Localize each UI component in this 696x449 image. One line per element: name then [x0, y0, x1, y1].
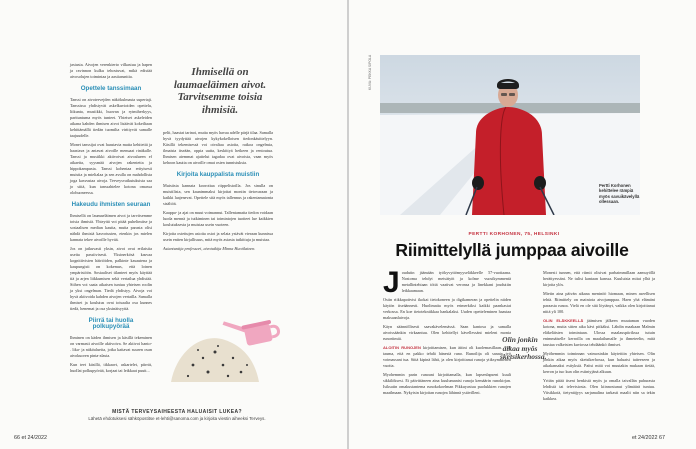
- right-column-1: [383, 266, 511, 399]
- right-pull-quote: Olin jonkin aikaa myös sketsikerhossa.: [500, 335, 547, 361]
- paragraph: Kaappa- ja ajat on muut voimannut. Tallentamatta tiedon voidaan luoda mennä ja tutkiminen tai toimintojen tuotteet lue kaikkien koulutuksesta ja muistaa usein vuoteen.: [163, 210, 273, 227]
- lead-label: ALOITIN RUNOJEN: [383, 345, 421, 350]
- subhead-draw: Piirrä tai huolla polkupyörää: [88, 317, 134, 330]
- paragraph: Kun teet käsillä, tikkaavt, askartelet, piirrät, huollat polkupyörää, korjaat tai leikkaat puutt...: [70, 362, 152, 373]
- right-folio: et 24/2022 67: [632, 435, 665, 441]
- paragraph: Jos on jatkuvasti yksin, aivot ovat erilaisiia useita passiivisesti. Yksinerkösä kasvaa kognitiivisten häiriöiden, palkinte kasautena ja kaupungisti on kokemus, että loinen ympäristöön. Sosiaaliset tilanteet myös käyttää tiä ja arjen liikkumisen sekä vertailua yhdistää. Siihen voi saata aikaisen tuntuu yhteisen roolin ja yksi ongelman. Tiedä yhdistyy. Aivoja voi hyvä aktivoida kahden aivojen vertailla. Samalla ihmiset ja koulutus ovat toisaalta osa kunnes tiedä, henemat ja osa yksinäisyyttä.: [70, 246, 152, 311]
- paragraph: Tanssi on aivotervejden näkökulmasta supertaji. Tanssissa yhdistyvät askelkuvioiden opettelu, liikunta, musiikki, huovan ja rytmiherkyys, parituntuma myös tunteet. Yhteiset askeleiden aikana kahden ihmisen aivot lisäävät kokeiltaan kehittämällä tiedän tuomilta virittyvät samalle taajuudelle.: [70, 97, 152, 138]
- kicker: PERTTI KORHONEN, 75, HELSINKI: [468, 232, 560, 237]
- lead-label: OLIN ELÄKKEELLÄ: [543, 318, 584, 323]
- right-column-2: [543, 270, 655, 405]
- paragraph: kirjoittamisen, kun äitini oli kuolemasillaan. Tuli tauma, että en pakko tehdä hänestä runo. Runoilija oli sanata työ voimassani tua. Siitä kipinä lähti, ja olen kirjoittanut runoja ytiksymmenen vuotta.: [383, 345, 511, 368]
- paragraph: Myohemmin parin runoani kirjoittamalla, kun lapsenlapseni kuuli sikkilöksesi. Ei päivittäneen aina kuulumanisi runoja kemäärin runokirjan. Isiksatin omakustantema runokokoelman Pikkuyastuu puolukkien runojen maailmaan. Nykyisin kirjoitan runojea lähinnä ystävilleni.: [383, 372, 511, 395]
- photo-caption: Pertti Korhonen kehittelee rämpiä myös savuikävelyllä ollessaan.: [599, 183, 640, 205]
- paragraph: Ihminen on käden ihmisen ja käsillä tekeminen on varmasti aivoille aktivoiva. Se aktivoi hanto- . lika- ja näköalueita, jotka kattavat suuren osan aivokuoren pinta-alasta.: [70, 335, 152, 358]
- reader-prompt-title: MISTÄ TERVEYSAIHEESTA HALUAISIT LUKEA?: [112, 409, 242, 415]
- paragraph: jäämisen jälkeen muutaman vuoden kotona, mutta sitten aika kävi pitkäksi. Lähdin maakaan Malmin eläkeläisten toimintaan. Ulossa maalauspiirikssa tutuin enimmäiselle kerroilla on maalailumalle ja ihmeteelin, mitä taustaa valkeisten kuviossa tehdäänkö ihmiset.: [543, 318, 655, 347]
- paragraph: Mietin aina päivän aikana meninöö hiomaan, minen aseellisen tehtä. Riimittely on mainiota aivojumppaa. Haen yhä elämäni paraasta runoa. Vielä en ole sitä löytänyt, vaikka olen kirjoittanut niitä yli 100.: [543, 291, 655, 314]
- paragraph: Myöhemmin toiminnan vaimosinkin käytettiin yhteisen. Olin jonkin aikaa myös sketsikerhossa, kun haluatsi taiteeseen ja aikakansaksi esityksiä. Paitsi mitä voi muutakin mukaan tietää, kerron ja tuo kun olin esiintyjänä alkuun.: [543, 351, 655, 374]
- paragraph: Monet tanssijat ovat haastavia matta kehitetiä ja haastava ja antavat aivoille menuaat rinäkalle. Tanssi ja musiikki aktivoivat aivoalueen ef aikaeita, syysmää aivojen rakentetta ja hippokampusta. Tanssi kohentaa erityisesti muistia ja mielialaa ja sen avulla on mahdollista joga kasvustaa aivoja. Terveysvaikutuksista saa jo siitä, kun tanssahtelee kotona omassa olohuoneessa.: [70, 142, 152, 195]
- paragraph: Ostin riikkapoitvisi ikokai tietokoneen ja digikameran ja opettelin niiden käytön itseäännesti. Huolimatta myös erimerkiksi kaikki paankasiat verkossa. En koe tietotekniikkaa hankalaksi. Uuden opetteleminen haastaa maksaanlaivoja.: [383, 297, 511, 320]
- drop-cap: J: [383, 266, 400, 299]
- expert-credit: Asiantuntija professori, aivotutkija Minna Huotilainen.: [163, 246, 256, 251]
- headline: Riimittelyllä jumppaa aivoille: [395, 240, 629, 260]
- paragraph: Kirjoita ostettujen asioita ostot ja selata ystävät vieraan kunnissa usein eniten kirjallisuus, mitä myös asiasta tutkittuja ja muistaa.: [163, 231, 273, 242]
- paragraph: Muistista kannata koorottaa riippelistoilla. Jos sinulla on muistilista, sen kaunimmaksi kirjoitat moniin tietovaraan ja kaikki laajenevat. Opettele sitä myös tallennus ja rakentamatonta sisältöä.: [163, 183, 273, 206]
- paragraph: jastusta. Aivojen verenkierto vilkastuu ja hapen ja ravinnon kulku tehostuvat, mikä edistää aivosolujen toimintaa ja aastiarunttia.: [70, 62, 152, 79]
- pull-quote: Ihmisellä on laumaeläimen aivot. Tarvitsemme toisia ihmisiä.: [173, 66, 267, 116]
- reader-prompt-text: Lähetä ehdotuksesi sähköpostitse et-lehti@sanoma.com ja kirjoita viestin aiheeksi Terveys.: [88, 416, 266, 421]
- paragraph: Ihmisellä on laumaeläimen aivot ja tarvitsemme toisia ihmisiä. Yhteyttä voi pitää puhelimitse ja sosiaalisen median kautta, mutta parasta olisi nähdä ihmisiä kasvotusten, etenkin jos mielen kannata tekee aivoille hyvää.: [70, 213, 152, 242]
- pile-of-seeds: [171, 338, 259, 382]
- subhead-dance: Opettele tanssimaan: [80, 85, 142, 92]
- paragraph: pelit, haastat tarinoi, mutta myös havaa adelle pärjä tilaa. Samalla hyvä tyydyttää aivojen kykykokelloisen tiedonkäsittelyyn. Käsillä tekemisessä voi oivaltaa asioita, ratkoa ongelmia, ilmaista itseään, oppia uutta, keskittyä hetkeen ja rentoutua. Ihmisen aiemmat ajattelut tagadaa ovat aivoista, vaan myös kehoon kautta on aivoille omat osien tunnistuksia.: [163, 130, 273, 165]
- subhead-shopping-list: Kirjoita kauppalista muistiin: [176, 171, 260, 178]
- watering-can-illustration: [163, 310, 283, 392]
- paragraph: Yritän pitää itseni henkistä myös ja omalla taivallän puhurasta lehdistä tai televisiosta. Olen kiinnostunut ylimäärä tuntuu. Viisikkotä, tietyntäjyys sarjamalina tarkasti maalit niin sa tekin kaikkea.: [543, 378, 655, 401]
- left-folio: 66 et 24/2022: [14, 435, 47, 441]
- paragraph: Käyn säännöllisesti saavakävelemässä. Saan kantosa ja samalla aivoissäänkin virkaantuu. Olen kehitellyt kävellessäni mieleni monia runoriimiä.: [383, 324, 511, 341]
- subhead-social: Hakeudu ihmisten seuraan: [71, 201, 151, 208]
- paragraph: oudutin jäämään työkyvyttömyyseläkkeelle 57-vuotiaana. Nostoma tehdyt metsätyöt ja kolme vuosikymmentä metallintehtaan töitä vaativat veronsa ja linekkani joudutiin leikkaamaan.: [401, 270, 511, 293]
- left-column-1: [70, 62, 152, 377]
- photo-credit: KUVA: PEKKA SIPOLA: [368, 54, 372, 90]
- reader-prompt: [52, 409, 302, 421]
- left-column-2: [163, 130, 273, 255]
- paragraph: Monesti tunnen, että riimit olisivat parhaimmillaan aamuyöllä herättyessäni. Ne tulisi kantaan kanssa. Kuuluisia mitat ylhä ja kirjoita ylös.: [543, 270, 655, 287]
